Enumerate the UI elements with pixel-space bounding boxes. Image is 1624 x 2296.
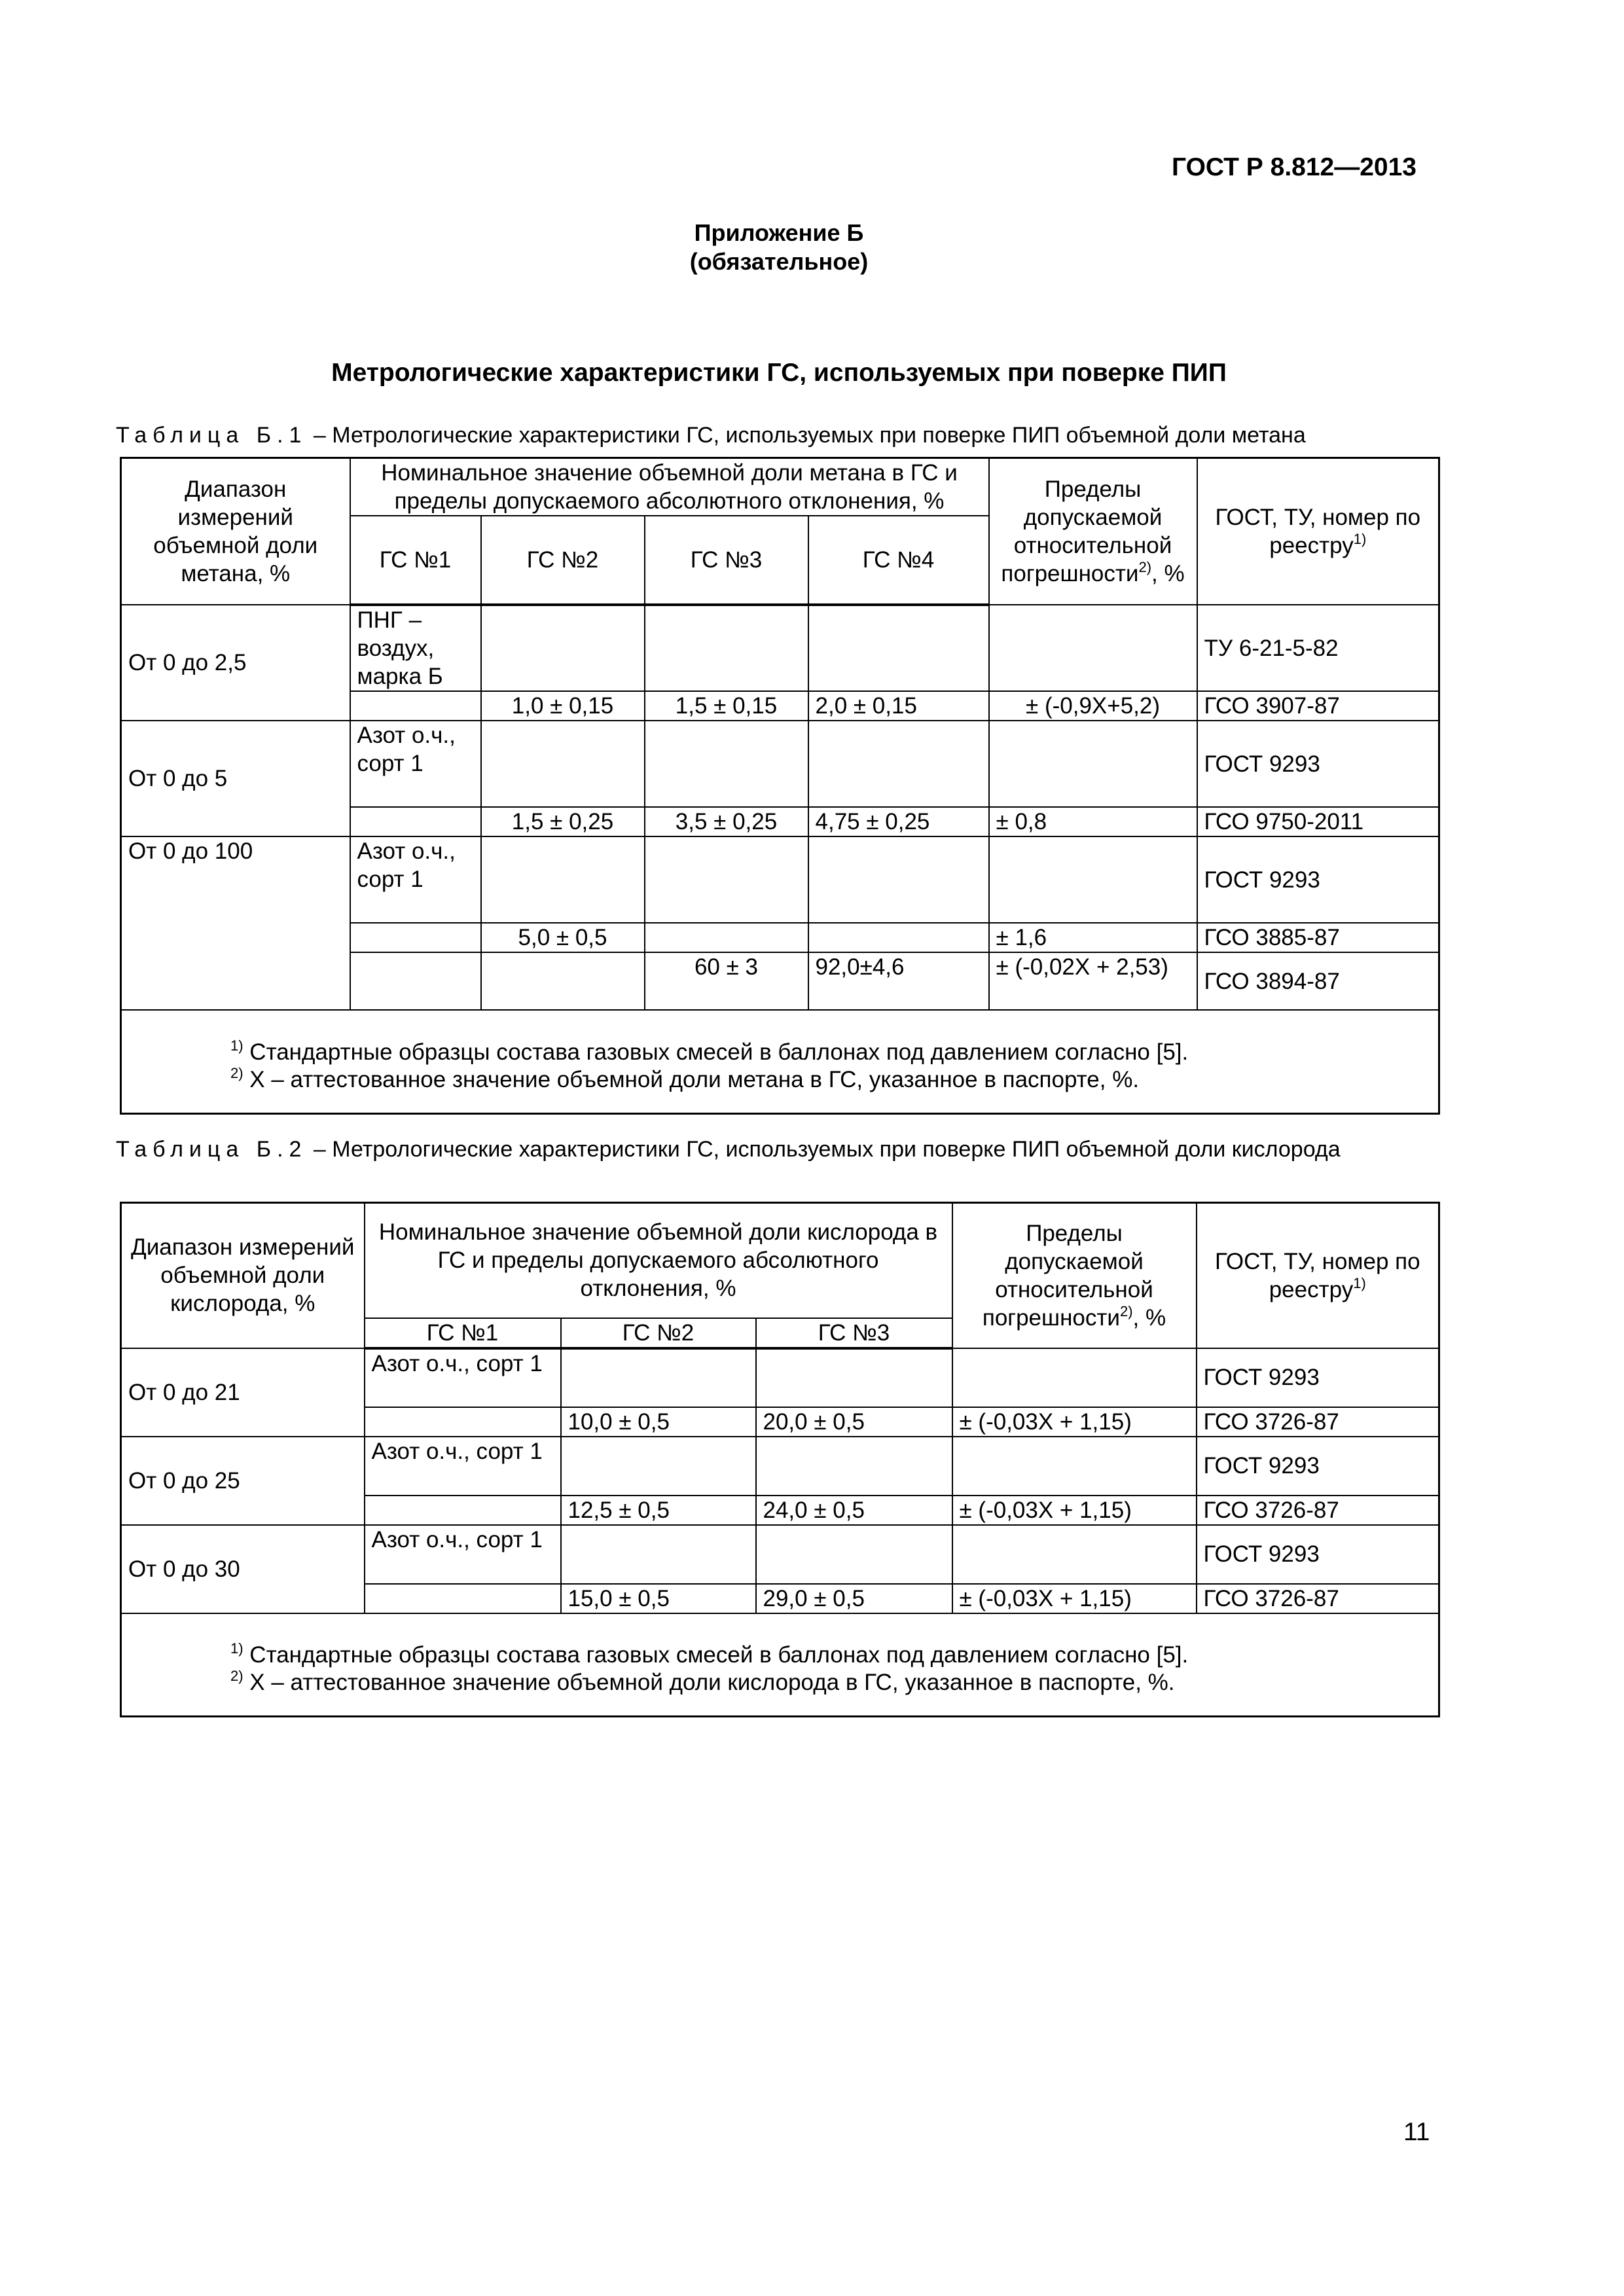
t1-r3-gs1: Азот о.ч., сорт 1 — [350, 836, 481, 923]
t1-r3b-empty-gs3 — [645, 923, 808, 952]
page-heading: Метрологические характеристики ГС, используемых при поверке ПИП — [331, 359, 1227, 387]
page-number: 11 — [1403, 2118, 1430, 2146]
t1-note1-mark: 1) — [230, 1037, 244, 1054]
t1-r3b-empty-gs4 — [808, 923, 989, 952]
t1-r1b-empty — [350, 691, 481, 721]
t2-header-gost-sup: 1) — [1353, 1274, 1366, 1291]
t1-r2-gs3: 3,5 ± 0,25 — [645, 807, 808, 836]
t2-r3-gs1: Азот о.ч., сорт 1 — [365, 1525, 561, 1584]
t1-header-nominal: Номинальное значение объемной доли метана в ГС и пределы допускаемого абсолютного отклонения, % — [350, 458, 989, 516]
table-row — [121, 1348, 1439, 1407]
table-row — [121, 1437, 1439, 1496]
table2-label: Таблица Б.2 — [116, 1137, 308, 1162]
t1-r2-gs4: 4,75 ± 0,25 — [808, 807, 989, 836]
t1-r1-gs2: 1,0 ± 0,15 — [481, 691, 645, 721]
t1-header-limits-tail: , % — [1151, 561, 1185, 586]
table-row — [121, 605, 1439, 691]
t2-r3-gost: ГОСТ 9293 — [1197, 1525, 1439, 1584]
table2-note-1 — [230, 1641, 1432, 1669]
t2-note2-mark: 2) — [230, 1668, 244, 1685]
t1-r1-empty-d — [989, 605, 1197, 691]
t2-r3-gs3: 29,0 ± 0,5 — [756, 1584, 952, 1613]
t1-header-gost — [1197, 458, 1439, 605]
table2-note-2 — [230, 1669, 1432, 1696]
t1-r1-gost2: ГСО 3907-87 — [1197, 691, 1439, 721]
t2-r2-limits: ± (-0,03X + 1,15) — [952, 1496, 1197, 1525]
t1-r3-gs2: 5,0 ± 0,5 — [481, 923, 645, 952]
t1-header-gs1: ГС №1 — [350, 516, 481, 605]
t2-header-nominal: Номинальное значение объемной доли кислорода в ГС и пределы допускаемого абсолютного отклонения, % — [365, 1203, 952, 1318]
t2-r2-gost2: ГСО 3726-87 — [1197, 1496, 1439, 1525]
t2-r1-gs3: 20,0 ± 0,5 — [756, 1407, 952, 1437]
t1-r3-empty-a — [481, 836, 645, 923]
t2-header-limits — [952, 1203, 1197, 1348]
table2-notes-row — [121, 1613, 1439, 1717]
t1-r2-empty-a — [481, 721, 645, 807]
t1-r1-gost: ТУ 6-21-5-82 — [1197, 605, 1439, 691]
t1-r2-range: От 0 до 5 — [121, 721, 350, 836]
t1-r3-gost3: ГСО 3894-87 — [1197, 952, 1439, 1010]
t1-r1-limits: ± (-0,9X+5,2) — [989, 691, 1197, 721]
t2-r2-empty-a — [561, 1437, 756, 1496]
t2-r1b-empty — [365, 1407, 561, 1437]
t1-header-limits-sup: 2) — [1138, 559, 1152, 575]
t1-r1-empty-b — [645, 605, 808, 691]
t1-r2-limits: ± 0,8 — [989, 807, 1197, 836]
t2-r3-range: От 0 до 30 — [121, 1525, 365, 1613]
t1-r3-gs3b: 60 ± 3 — [645, 952, 808, 1010]
t1-r3b-empty — [350, 923, 481, 952]
t2-r2-range: От 0 до 25 — [121, 1437, 365, 1525]
t2-header-limits-sup: 2) — [1119, 1302, 1133, 1319]
t1-header-range: Диапазон измерений объемной доли метана, % — [121, 458, 350, 605]
t1-r3-empty-c — [808, 836, 989, 923]
t2-r3-limits: ± (-0,03X + 1,15) — [952, 1584, 1197, 1613]
t2-r2-gs2: 12,5 ± 0,5 — [561, 1496, 756, 1525]
t1-r3-gs4b: 92,0±4,6 — [808, 952, 989, 1010]
table2-caption — [116, 1136, 1425, 1163]
t2-header-gs1: ГС №1 — [365, 1318, 561, 1348]
t2-r2-empty-c — [952, 1437, 1197, 1496]
t2-r1-gost2: ГСО 3726-87 — [1197, 1407, 1439, 1437]
t2-r1-limits: ± (-0,03X + 1,15) — [952, 1407, 1197, 1437]
t2-r1-gs1: Азот о.ч., сорт 1 — [365, 1348, 561, 1407]
t2-note1-text: Стандартные образцы состава газовых смесей в баллонах под давлением согласно [5]. — [243, 1642, 1189, 1668]
t1-note1-text: Стандартные образцы состава газовых смесей в баллонах под давлением согласно [5]. — [243, 1039, 1189, 1065]
t1-note2-mark: 2) — [230, 1064, 244, 1081]
t2-r1-gs2: 10,0 ± 0,5 — [561, 1407, 756, 1437]
t1-r1-empty-a — [481, 605, 645, 691]
t1-header-gs4: ГС №4 — [808, 516, 989, 605]
t1-r3-empty-d — [989, 836, 1197, 923]
t2-header-limits-tail: , % — [1132, 1304, 1166, 1331]
appendix-title — [0, 219, 1558, 276]
t1-r3-limitsb: ± (-0,02X + 2,53) — [989, 952, 1197, 1010]
t1-header-gost-sup: 1) — [1353, 531, 1367, 547]
t1-r3-limits: ± 1,6 — [989, 923, 1197, 952]
t1-note2-text: X – аттестованное значение объемной доли метана в ГС, указанное в паспорте, %. — [243, 1066, 1140, 1092]
t1-r2-gs1: Азот о.ч., сорт 1 — [350, 721, 481, 807]
table1 — [120, 457, 1440, 1115]
t1-r3c-empty-gs2 — [481, 952, 645, 1010]
standard-code: ГОСТ Р 8.812—2013 — [1172, 153, 1416, 181]
t1-r2-empty-d — [989, 721, 1197, 807]
table2-caption-text: – Метрологические характеристики ГС, используемых при поверке ПИП объемной доли кислорода — [307, 1137, 1341, 1162]
t1-r2-empty-c — [808, 721, 989, 807]
t1-header-gost-text: ГОСТ, ТУ, номер по реестру — [1215, 505, 1421, 558]
t2-r1-gost: ГОСТ 9293 — [1197, 1348, 1439, 1407]
t1-header-limits-text: Пределы допускаемой относительной погрешности — [1001, 476, 1172, 586]
table1-note-2 — [230, 1066, 1432, 1094]
appendix-status: (обязательное) — [689, 248, 869, 275]
t1-r3-range: От 0 до 100 — [121, 836, 350, 1010]
t2-r2-empty-b — [756, 1437, 952, 1496]
t2-r1-empty-a — [561, 1348, 756, 1407]
table2 — [120, 1202, 1440, 1717]
t2-r3-gost2: ГСО 3726-87 — [1197, 1584, 1439, 1613]
t1-r3-gost: ГОСТ 9293 — [1197, 836, 1439, 923]
table1-caption-text: – Метрологические характеристики ГС, используемых при поверке ПИП объемной доли метана — [307, 423, 1306, 448]
t1-r2-gs2: 1,5 ± 0,25 — [481, 807, 645, 836]
t2-header-range: Диапазон измерений объемной доли кислорода, % — [121, 1203, 365, 1348]
t2-r1-range: От 0 до 21 — [121, 1348, 365, 1437]
t2-r2-gs3: 24,0 ± 0,5 — [756, 1496, 952, 1525]
t1-r1-range: От 0 до 2,5 — [121, 605, 350, 721]
t2-header-gs3: ГС №3 — [756, 1318, 952, 1348]
t2-header-gost-text: ГОСТ, ТУ, номер по реестру — [1214, 1248, 1420, 1302]
table1-label: Таблица Б.1 — [116, 423, 308, 448]
t1-r3c-empty-gs1 — [350, 952, 481, 1010]
t2-r3-empty-a — [561, 1525, 756, 1584]
t1-r3-empty-b — [645, 836, 808, 923]
t2-note2-text: X – аттестованное значение объемной доли кислорода в ГС, указанное в паспорте, %. — [243, 1670, 1175, 1696]
t2-r1-empty-b — [756, 1348, 952, 1407]
t2-header-gs2: ГС №2 — [561, 1318, 756, 1348]
t1-r1-gs1: ПНГ – воздух, марка Б — [350, 605, 481, 691]
t1-r2-gost2: ГСО 9750-2011 — [1197, 807, 1439, 836]
t2-r3-empty-c — [952, 1525, 1197, 1584]
t1-header-gs2: ГС №2 — [481, 516, 645, 605]
t2-header-gost — [1197, 1203, 1439, 1348]
t1-r2-gost: ГОСТ 9293 — [1197, 721, 1439, 807]
appendix-label: Приложение Б — [694, 219, 864, 246]
table2-notes — [121, 1613, 1439, 1717]
t2-r3b-empty — [365, 1584, 561, 1613]
table-row — [121, 836, 1439, 923]
table1-notes-row — [121, 1010, 1439, 1113]
t1-header-limits — [989, 458, 1197, 605]
t1-r1-gs3: 1,5 ± 0,15 — [645, 691, 808, 721]
t2-header-limits-text: Пределы допускаемой относительной погрешности — [982, 1220, 1153, 1331]
table1-caption — [116, 422, 1451, 449]
table1-note-1 — [230, 1039, 1432, 1066]
t1-header-gs3: ГС №3 — [645, 516, 808, 605]
t2-note1-mark: 1) — [230, 1640, 244, 1657]
t1-r2b-empty — [350, 807, 481, 836]
t1-r2-empty-b — [645, 721, 808, 807]
table-row — [121, 1525, 1439, 1584]
table-row — [121, 721, 1439, 807]
t2-r3-empty-b — [756, 1525, 952, 1584]
t2-r2b-empty — [365, 1496, 561, 1525]
t1-r1-empty-c — [808, 605, 989, 691]
t2-r3-gs2: 15,0 ± 0,5 — [561, 1584, 756, 1613]
t2-r2-gs1: Азот о.ч., сорт 1 — [365, 1437, 561, 1496]
t2-r2-gost: ГОСТ 9293 — [1197, 1437, 1439, 1496]
t1-r1-gs4: 2,0 ± 0,15 — [808, 691, 989, 721]
t1-r3-gost2: ГСО 3885-87 — [1197, 923, 1439, 952]
t2-r1-empty-c — [952, 1348, 1197, 1407]
table1-notes — [121, 1010, 1439, 1113]
